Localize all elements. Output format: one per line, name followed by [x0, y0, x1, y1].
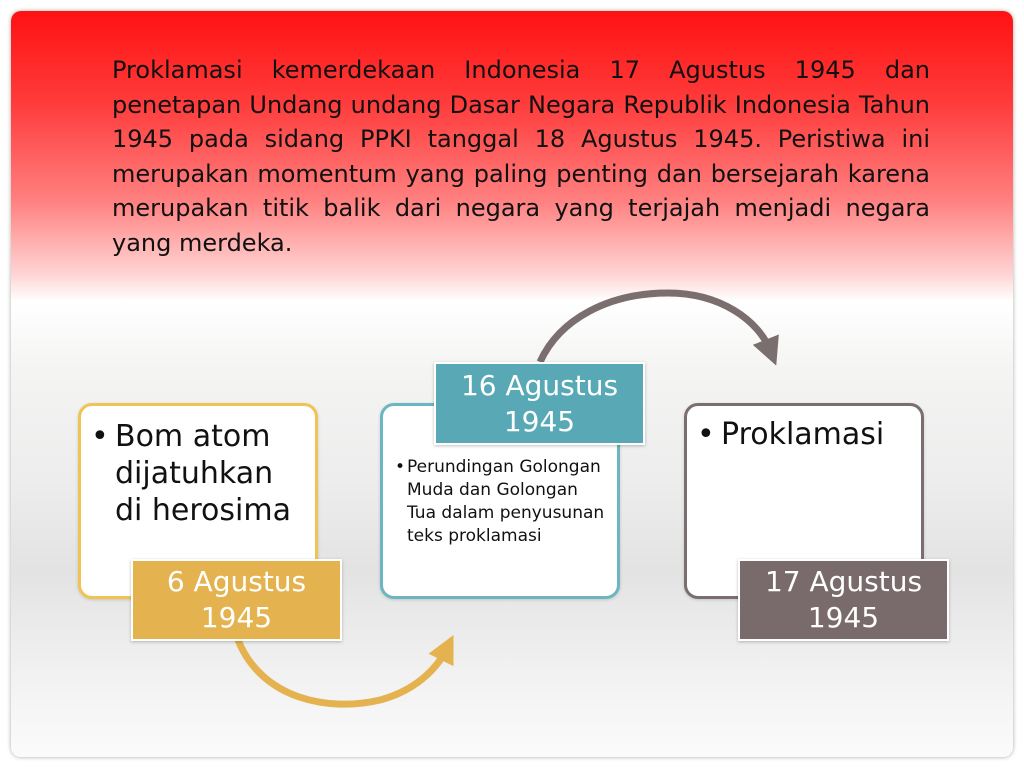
event-text-1: • Bom atom dijatuhkan di herosima: [115, 418, 305, 529]
event-list-3: [687, 406, 921, 453]
date-label-3: [738, 559, 949, 641]
date-1-line1: 6 Agustus: [166, 565, 307, 598]
date-2-line2: 1945: [503, 404, 576, 438]
event-list-1: [81, 406, 315, 529]
intro-paragraph: Proklamasi kemerdekaan Indonesia 17 Agustus 1945 dan penetapan Undang undang Dasar Negara Republik Indonesia Tahun 1945 pada sidang PPKI tanggal 18 Agustus 1945. Peristiwa ini merupakan momentum yang paling penting dan bersejarah karena merupakan titik balik dari negara yang terjajah menjadi negara yang merdeka.: [112, 56, 930, 257]
date-1-line2: 1945: [200, 601, 273, 634]
date-3-line2: 1945: [807, 601, 880, 634]
event-text-3: • Proklamasi: [721, 416, 911, 453]
date-label-2: [434, 362, 645, 445]
date-label-1: [131, 559, 342, 641]
date-3-line1: 17 Agustus: [764, 565, 923, 598]
event-text-2: • Perundingan Golongan Muda dan Golongan Tua dalam penyusunan teks proklamasi: [407, 456, 607, 548]
date-2-line1: 16 Agustus: [460, 368, 619, 402]
